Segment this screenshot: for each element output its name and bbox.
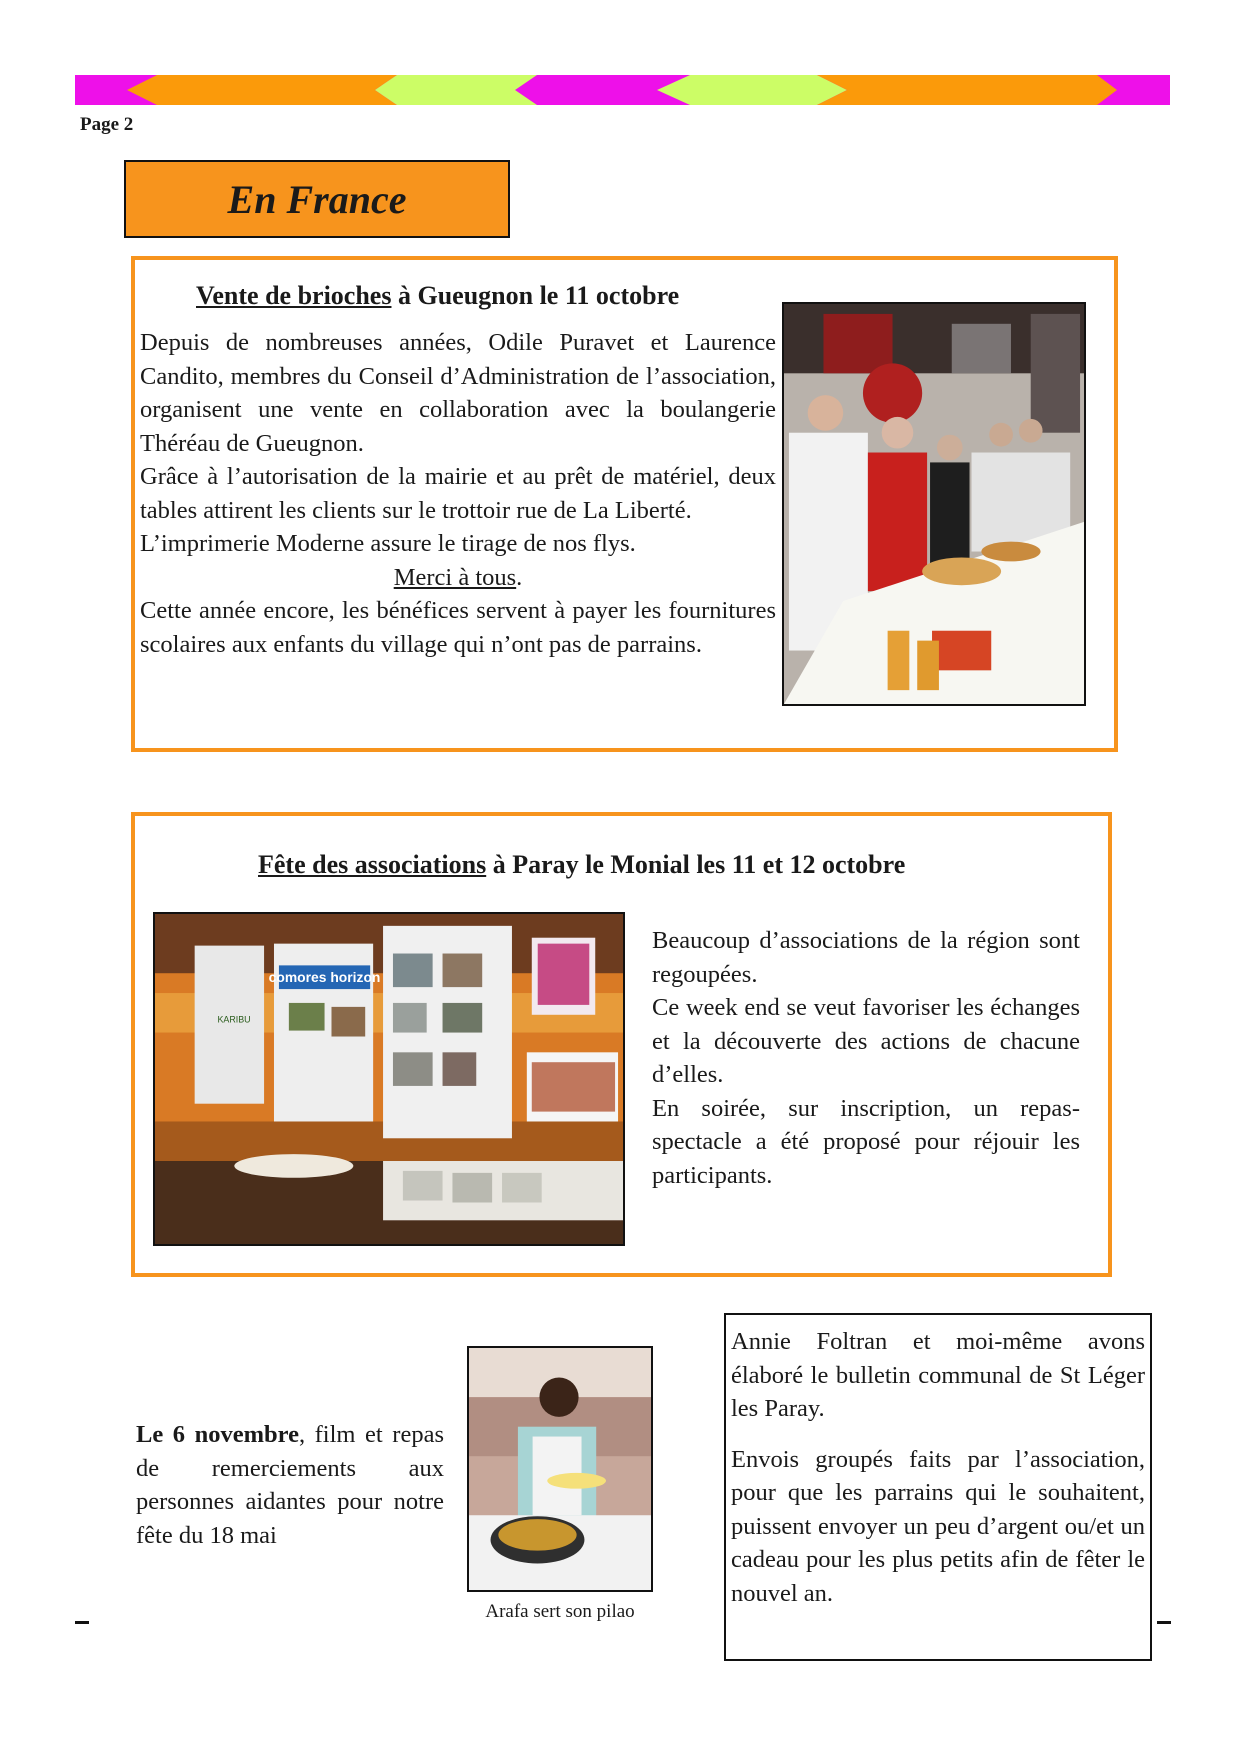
thanks-period: . — [516, 563, 523, 591]
paragraph: Depuis de nombreuses années, Odile Puravet et Laurence Candito, membres du Conseil d’Administration de l’association, organisent une vente en collaboration avec la boulangerie Théréau de Gueugnon. — [140, 329, 776, 457]
paragraph: Cette année encore, les bénéfices servent à payer les fournitures scolaires aux enfants du village qui n’ont pas de parrains. — [140, 597, 776, 658]
article-title-associations — [258, 850, 905, 880]
paragraph: L’imprimerie Moderne assure le tirage de nos flys. — [140, 530, 636, 557]
article-body-november — [136, 1418, 444, 1552]
article-body-associations — [652, 924, 1080, 1192]
margin-mark-right — [1157, 1621, 1171, 1624]
date-bold: Le 6 novembre — [136, 1421, 299, 1448]
thanks-line — [140, 561, 776, 595]
article-title-brioches — [196, 281, 679, 311]
paragraph: Grâce à l’autorisation de la mairie et au prêt de matériel, deux tables attirent les clients sur le trottoir rue de La Liberté. — [140, 463, 776, 524]
thanks-text: Merci à tous — [393, 563, 517, 591]
paragraph: Envois groupés faits par l’association, pour que les parrains qui le souhaitent, puissent envoyer un peu d’argent ou/et un cadeau pour les plus petits afin de fêter le nouvel an. — [731, 1445, 1145, 1607]
paragraph: Annie Foltran et moi-même avons élaboré le bulletin communal de St Léger les Paray. — [731, 1328, 1145, 1422]
paragraph: Beaucoup d’associations de la région sont regoupées. — [652, 927, 1080, 988]
decorative-banner — [75, 75, 1170, 105]
paragraph: Ce week end se veut favoriser les échanges et la découverte des actions de chacune d’elles. — [652, 994, 1080, 1088]
title-rest: à Gueugnon le 11 octobre — [391, 281, 680, 310]
margin-mark-left — [75, 1621, 89, 1624]
photo-brioche-sale — [782, 302, 1086, 706]
photo-association-stand — [153, 912, 625, 1246]
note-text — [731, 1325, 1145, 1610]
page-number: Page 2 — [80, 114, 134, 135]
article-body-brioches — [140, 326, 776, 661]
section-title: En France — [124, 160, 510, 238]
board-title: comores horizon — [268, 969, 381, 986]
paragraph — [136, 1418, 444, 1552]
title-underlined: Fête des associations — [258, 850, 487, 879]
paragraph: En soirée, sur inscription, un repas-spectacle a été proposé pour réjouir les participants. — [652, 1094, 1080, 1189]
title-rest: à Paray le Monial les 11 et 12 octobre — [486, 850, 906, 879]
photo-pilao — [467, 1346, 653, 1592]
title-underlined: Vente de brioches — [196, 281, 392, 310]
photo-caption: Arafa sert son pilao — [485, 1601, 635, 1622]
text-rest: , film et repas de remerciements aux personnes aidantes pour notre fête du 18 mai — [136, 1421, 444, 1549]
board-label: KARIBU — [217, 1014, 251, 1025]
